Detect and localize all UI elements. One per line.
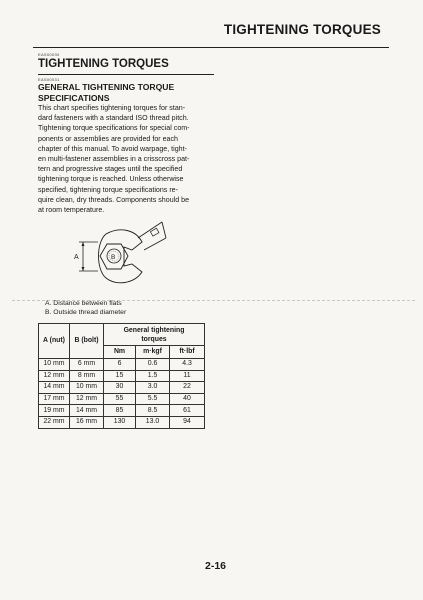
table-row [39, 416, 205, 428]
wrench-nut-illustration [62, 214, 172, 286]
table-cell: 6 [104, 359, 136, 371]
body-line: tern and progressive stages until the specified [38, 165, 183, 174]
subsection-heading-line: GENERAL TIGHTENING TORQUE [38, 82, 175, 92]
table-row [39, 393, 205, 405]
table-cell: 40 [170, 393, 205, 405]
dimension-label-b: B [111, 254, 116, 261]
table-row [39, 405, 205, 417]
column-header-unit: Nm [104, 346, 136, 359]
table-cell: 10 mm [70, 382, 104, 394]
body-line: Tightening torque specifications for special com- [38, 124, 190, 133]
column-header-bolt: B (bolt) [70, 324, 104, 359]
body-line: This chart specifies tightening torques for stan- [38, 104, 186, 112]
section-title: TIGHTENING TORQUES [38, 58, 169, 70]
table-header-row [39, 324, 205, 346]
table-cell: 85 [104, 405, 136, 417]
table-cell: 0.6 [136, 359, 170, 371]
legend-item-a: A. Distance between flats [45, 300, 122, 307]
wrench-slot-icon [150, 228, 159, 236]
subsection-heading-line: SPECIFICATIONS [38, 92, 110, 103]
body-line: dard fasteners with a standard ISO thread pitch. [38, 114, 189, 123]
table-cell: 17 mm [39, 393, 70, 405]
table-row [39, 359, 205, 371]
table-cell: 14 mm [39, 382, 70, 394]
table-cell: 5.5 [136, 393, 170, 405]
wrench-handle-icon [138, 222, 166, 250]
subsection-heading [38, 82, 223, 103]
table-cell: 30 [104, 382, 136, 394]
table-row [39, 382, 205, 394]
header-divider [33, 47, 389, 48]
table-cell: 11 [170, 370, 205, 382]
body-paragraph [38, 103, 210, 215]
table-cell: 55 [104, 393, 136, 405]
page-number: 2-16 [205, 560, 227, 572]
wrench-jaw-icon [99, 230, 143, 283]
table-cell: 6 mm [70, 359, 104, 371]
table-cell: 8.5 [136, 405, 170, 417]
table-cell: 22 mm [39, 416, 70, 428]
torque-table [38, 323, 205, 429]
table-cell: 130 [104, 416, 136, 428]
table-cell: 14 mm [70, 405, 104, 417]
column-group-header-line: General tightening [123, 326, 185, 334]
page-header-title: TIGHTENING TORQUES [223, 22, 381, 37]
table-cell: 61 [170, 405, 205, 417]
body-line: specified, tightening torque specifications re- [38, 185, 178, 194]
table-cell: 16 mm [70, 416, 104, 428]
subsection-code: EAS00031 [38, 77, 60, 82]
table-cell: 22 [170, 382, 205, 394]
body-line: at room temperature. [38, 206, 105, 215]
table-row [39, 370, 205, 382]
table-cell: 94 [170, 416, 205, 428]
dimension-label-a: A [74, 254, 79, 261]
legend-item-b: B. Outside thread diameter [45, 309, 127, 316]
table-cell: 15 [104, 370, 136, 382]
table-cell: 4.3 [170, 359, 205, 371]
table-cell: 12 mm [70, 393, 104, 405]
arrowhead-icon [82, 267, 85, 271]
column-group-header [104, 324, 205, 346]
column-header-unit: ft·lbf [170, 346, 205, 359]
column-header-nut: A (nut) [39, 324, 70, 359]
arrowhead-icon [82, 242, 85, 246]
body-line: tightening torque is reached. Unless otherwise [38, 175, 184, 184]
body-line: chapter of this manual. To avoid warpage, tight- [38, 144, 187, 153]
table-cell: 3.0 [136, 382, 170, 394]
column-header-unit: m·kgf [136, 346, 170, 359]
section-divider [38, 74, 214, 75]
table-cell: 19 mm [39, 405, 70, 417]
table-cell: 1.5 [136, 370, 170, 382]
body-line: ponents or assemblies are provided for each [38, 134, 178, 143]
table-cell: 12 mm [39, 370, 70, 382]
section-code: EAS00030 [38, 52, 60, 57]
body-line: quire clean, dry threads. Components should be [38, 195, 190, 204]
table-cell: 8 mm [70, 370, 104, 382]
table-cell: 13.0 [136, 416, 170, 428]
body-line: en multi-fastener assemblies in a crisscross pat- [38, 155, 190, 164]
column-group-header-line: torques [141, 335, 167, 343]
table-cell: 10 mm [39, 359, 70, 371]
